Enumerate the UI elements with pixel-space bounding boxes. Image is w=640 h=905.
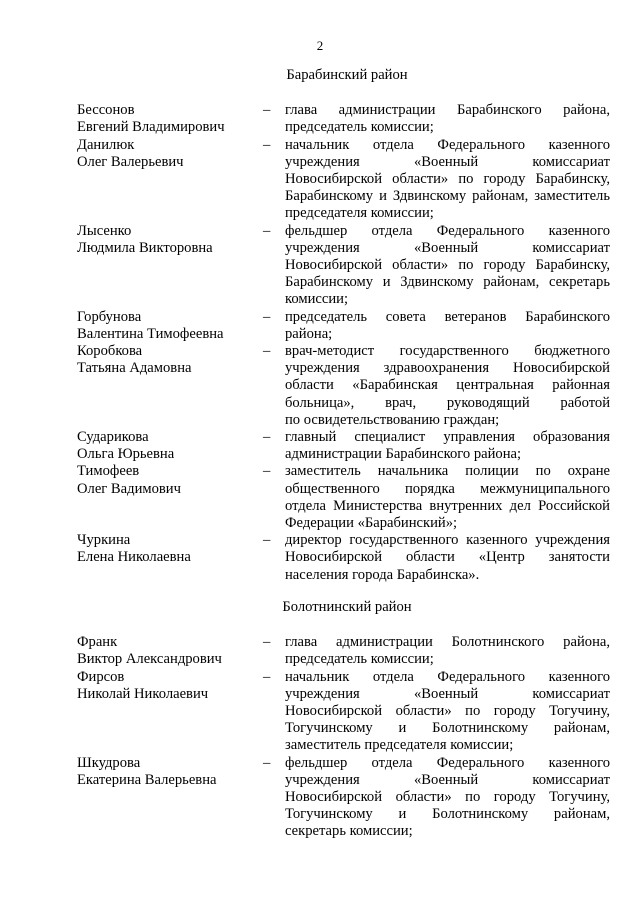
role-line: области «Барабинская центральная районная: [285, 377, 610, 394]
member-role: [285, 532, 610, 584]
member-role: [285, 463, 610, 532]
page-number: 2: [316, 38, 324, 53]
member-role: [285, 429, 610, 463]
role-line: председатель комиссии;: [285, 651, 434, 668]
member-row: [0, 755, 640, 841]
member-name: [77, 463, 257, 497]
member-row: [0, 532, 640, 584]
role-line: больница», врач, руководящий работой: [285, 394, 610, 411]
role-line: заместитель начальника полиции по охране: [285, 463, 610, 480]
role-line: врач-методист государственного бюджетного: [285, 343, 610, 360]
role-line: по освидетельствованию граждан;: [285, 411, 500, 428]
role-line: Новосибирской области» по городу Тогучину,: [285, 789, 610, 806]
member-dash: –: [263, 634, 271, 651]
member-name: [77, 309, 257, 343]
role-line: Новосибирской области» по городу Барабинску,: [285, 257, 610, 274]
role-line: отдела Министерства внутренних дел Российской: [285, 497, 610, 514]
district-section: [0, 67, 640, 584]
member-surname: Шкудрова: [77, 754, 141, 771]
role-line: учреждения здравоохранения Новосибирской: [285, 360, 610, 377]
member-given-names: Екатерина Валерьевна: [77, 771, 217, 788]
member-given-names: Татьяна Адамовна: [77, 360, 192, 377]
member-dash: –: [263, 668, 271, 685]
member-role: [285, 309, 610, 343]
role-line: начальник отдела Федерального казенного: [285, 136, 610, 153]
role-line: учреждения «Военный комиссариат: [285, 239, 610, 256]
member-name: [77, 223, 257, 257]
member-surname: Чуркина: [77, 532, 131, 549]
member-given-names: Людмила Викторовна: [77, 239, 213, 256]
role-line: директор государственного казенного учреждения: [285, 532, 610, 549]
role-line: председатель совета ветеранов Барабинского: [285, 308, 610, 325]
member-dash: –: [263, 463, 271, 480]
role-line: Барабинскому и Здвинскому районам, секретарь: [285, 274, 610, 291]
district-title: Барабинский район: [286, 67, 408, 83]
member-role: [285, 137, 610, 223]
role-line: Тогучинскому и Болотнинскому районам,: [285, 720, 610, 737]
role-line: администрации Барабинского района;: [285, 446, 522, 463]
member-given-names: Ольга Юрьевна: [77, 446, 175, 463]
role-line: района;: [285, 325, 333, 342]
role-line: фельдшер отдела Федерального казенного: [285, 222, 610, 239]
member-given-names: Евгений Владимирович: [77, 119, 225, 136]
member-dash: –: [263, 754, 271, 771]
role-line: общественного порядка межмуниципального: [285, 480, 610, 497]
role-line: глава администрации Барабинского района,: [285, 102, 610, 119]
member-row: [0, 429, 640, 463]
member-dash: –: [263, 308, 271, 325]
member-dash: –: [263, 532, 271, 549]
role-line: Новосибирской области «Центр занятости: [285, 549, 610, 566]
member-surname: Горбунова: [77, 308, 142, 325]
member-name: [77, 429, 257, 463]
member-given-names: Олег Вадимович: [77, 480, 181, 497]
member-role: [285, 755, 610, 841]
role-line: глава администрации Болотнинского района,: [285, 634, 610, 651]
member-row: [0, 669, 640, 755]
member-role: [285, 223, 610, 309]
member-given-names: Елена Николаевна: [77, 549, 191, 566]
member-name: [77, 532, 257, 566]
role-line: учреждения «Военный комиссариат: [285, 685, 610, 702]
member-name: [77, 102, 257, 136]
member-row: [0, 343, 640, 429]
member-dash: –: [263, 343, 271, 360]
role-line: председатель комиссии;: [285, 119, 434, 136]
role-line: Тогучинскому и Болотнинскому районам,: [285, 806, 610, 823]
member-dash: –: [263, 429, 271, 446]
member-row: [0, 223, 640, 309]
member-dash: –: [263, 222, 271, 239]
member-given-names: Виктор Александрович: [77, 651, 222, 668]
member-surname: Фирсов: [77, 668, 125, 685]
member-surname: Франк: [77, 634, 118, 651]
member-role: [285, 343, 610, 429]
member-row: [0, 634, 640, 668]
role-line: фельдшер отдела Федерального казенного: [285, 754, 610, 771]
member-row: [0, 309, 640, 343]
member-row: [0, 463, 640, 532]
member-surname: Бессонов: [77, 102, 135, 119]
member-given-names: Олег Валерьевич: [77, 153, 184, 170]
role-line: председателя комиссии;: [285, 205, 434, 222]
role-line: Новосибирской области» по городу Барабинску,: [285, 171, 610, 188]
member-role: [285, 634, 610, 668]
role-line: главный специалист управления образования: [285, 429, 610, 446]
member-role: [285, 669, 610, 755]
member-surname: Сударикова: [77, 429, 149, 446]
member-surname: Лысенко: [77, 222, 132, 239]
member-surname: Тимофеев: [77, 463, 140, 480]
district-title: Болотнинский район: [282, 599, 412, 615]
role-line: заместитель председателя комиссии;: [285, 737, 514, 754]
member-dash: –: [263, 102, 271, 119]
district-section: [0, 599, 640, 841]
role-line: Федерации «Барабинский»;: [285, 515, 458, 532]
role-line: начальник отдела Федерального казенного: [285, 668, 610, 685]
member-name: [77, 669, 257, 703]
member-given-names: Валентина Тимофеевна: [77, 325, 224, 342]
member-surname: Коробкова: [77, 343, 143, 360]
member-row: [0, 137, 640, 223]
role-line: населения города Барабинска».: [285, 566, 480, 583]
member-row: [0, 102, 640, 136]
member-name: [77, 343, 257, 377]
role-line: секретарь комиссии;: [285, 823, 413, 840]
role-line: учреждения «Военный комиссариат: [285, 153, 610, 170]
member-given-names: Николай Николаевич: [77, 685, 209, 702]
member-name: [77, 137, 257, 171]
role-line: комиссии;: [285, 291, 349, 308]
member-surname: Данилюк: [77, 136, 135, 153]
member-dash: –: [263, 136, 271, 153]
role-line: учреждения «Военный комиссариат: [285, 771, 610, 788]
member-role: [285, 102, 610, 136]
member-name: [77, 634, 257, 668]
role-line: Барабинскому и Здвинскому районам, заместитель: [285, 188, 610, 205]
member-name: [77, 755, 257, 789]
role-line: Новосибирской области» по городу Тогучину,: [285, 703, 610, 720]
